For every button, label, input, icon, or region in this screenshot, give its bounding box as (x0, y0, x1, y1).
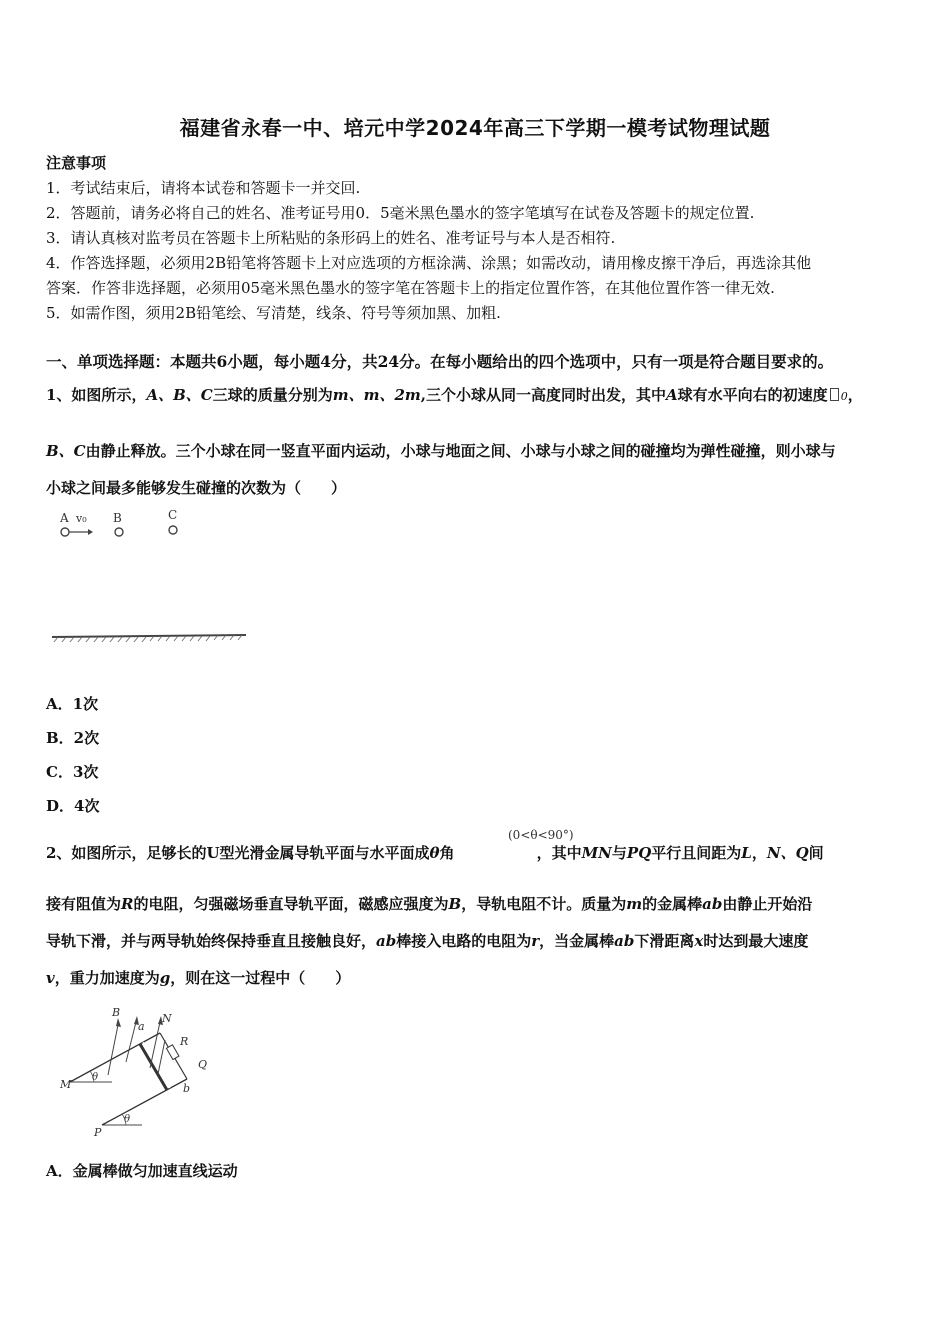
q1-line3: 小球之间最多能够发生碰撞的次数为（ ） (46, 479, 347, 497)
notice-item: 答案．作答非选择题，必须用05毫米黑色墨水的签字笔在答题卡上的指定位置作答，在其他位置作答一律无效. (46, 279, 775, 297)
label-a: a (138, 1020, 145, 1033)
notice-item: 5．如需作图，须用2B铅笔绘、写清楚，线条、符号等须加黑、加粗. (46, 304, 501, 322)
field-arrow (150, 1022, 160, 1068)
label-m: M (60, 1078, 72, 1091)
q2-line4: v，重力加速度为g，则在这一过程中（ ） (46, 969, 351, 987)
fig-label-b: B (113, 511, 122, 525)
label-theta: θ (124, 1114, 131, 1125)
q2-line3: 导轨下滑，并与两导轨始终保持垂直且接触良好，ab棒接入电路的电阻为r，当金属棒ab下滑距离x时达到最大速度 (46, 932, 809, 950)
field-arrow (126, 1022, 136, 1062)
q1-option[interactable]: D．4次 (46, 797, 100, 815)
notice-item: 2．答题前，请务必将自己的姓名、准考证号用0．5毫米黑色墨水的签字笔填写在试卷及答题卡的规定位置. (46, 204, 755, 222)
q2-line1: 2、如图所示，足够长的U型光滑金属导轨平面与水平面成θ角 ，其中MN与PQ平行且间距为L，N、Q间 (46, 844, 824, 862)
label-p: P (94, 1126, 102, 1139)
notice-item: 3．请认真核对监考员在答题卡上所粘贴的条形码上的姓名、准考证号与本人是否相符. (46, 229, 616, 247)
fig-label-v0: v₀ (76, 512, 87, 525)
q2-line2: 接有阻值为R的电阻，匀强磁场垂直导轨平面，磁感应强度为B，导轨电阻不计。质量为m的金属棒ab由静止开始沿 (46, 895, 813, 913)
ball-c (169, 526, 177, 534)
angle-range: (0<θ<90°) (508, 828, 574, 842)
label-b-end: b (183, 1082, 191, 1095)
label-r: R (180, 1035, 189, 1048)
q1-line1: 1、如图所示，A、B、C三球的质量分别为m、m、2m,三个小球从同一高度同时出发，其中A球有水平向右的初速度 0， (46, 386, 863, 404)
resistor-r (166, 1045, 179, 1060)
field-arrow (108, 1025, 118, 1075)
q1-figure (46, 500, 266, 650)
ball-a (61, 528, 69, 536)
label-theta: θ (92, 1072, 99, 1083)
section-heading: 一、单项选择题：本题共6小题，每小题4分，共24分。在每小题给出的四个选项中，只有一项是符合题目要求的。 (46, 352, 834, 371)
label-b-field: B (112, 1006, 121, 1019)
q2-figure (50, 1000, 230, 1140)
notice-heading: 注意事项 (46, 154, 107, 172)
velocity-arrowhead (88, 529, 93, 535)
fig-label-a: A (60, 511, 69, 525)
q1-line2: B、C由静止释放。三个小球在同一竖直平面内运动，小球与地面之间、小球与小球之间的碰撞均为弹性碰撞，则小球与 (46, 442, 836, 460)
notice-item: 1．考试结束后，请将本试卷和答题卡一并交回. (46, 179, 361, 197)
q1-option[interactable]: C．3次 (46, 763, 99, 781)
rail-pq (102, 1079, 187, 1125)
q2-option[interactable]: A．金属棒做匀加速直线运动 (46, 1162, 238, 1180)
page-title: 福建省永春一中、培元中学2024年高三下学期一模考试物理试题 (179, 116, 771, 140)
fig-label-c: C (168, 508, 178, 522)
label-n: N (162, 1012, 172, 1025)
field-arrow (158, 1040, 165, 1074)
notice-item: 4．作答选择题，必须用2B铅笔将答题卡上对应选项的方框涂满、涂黑；如需改动，请用橡皮擦干净后，再选涂其他 (46, 254, 812, 272)
q1-option[interactable]: A．1次 (46, 695, 99, 713)
q1-option[interactable]: B．2次 (46, 729, 100, 747)
ball-b (115, 528, 123, 536)
label-q: Q (198, 1058, 208, 1071)
placeholder-box (830, 388, 839, 401)
